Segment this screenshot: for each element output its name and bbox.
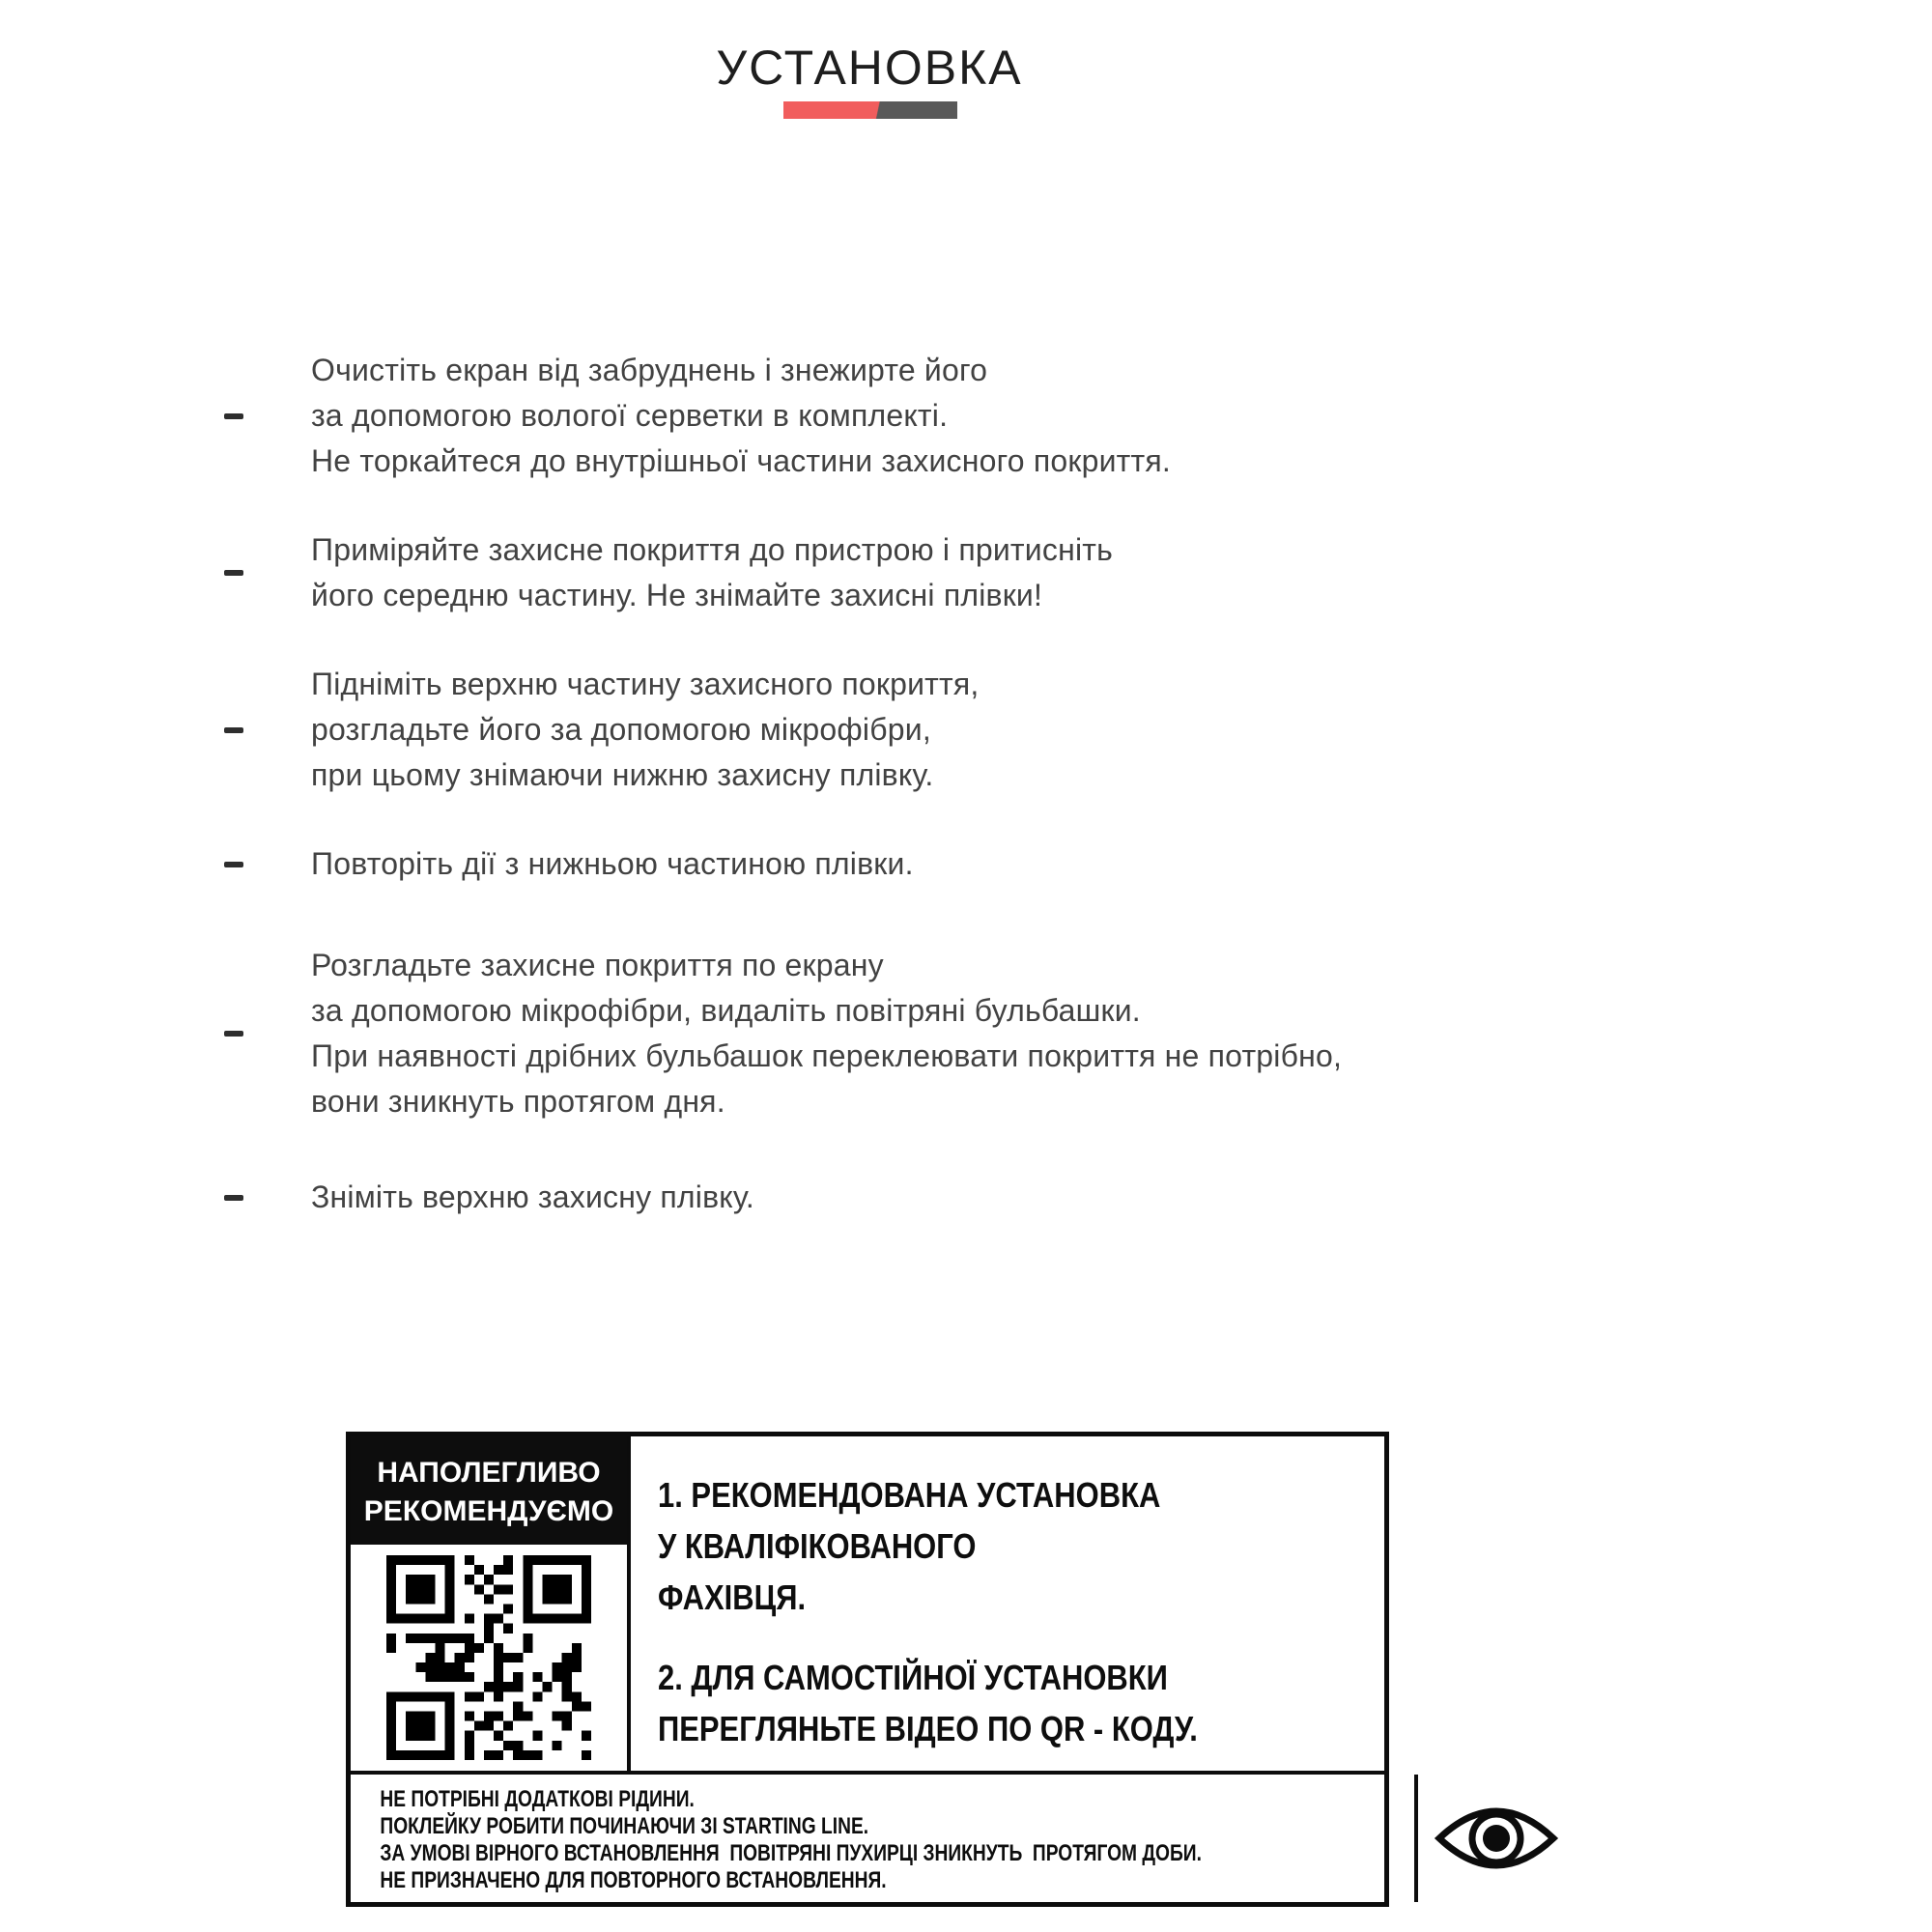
dash-bullet-icon	[224, 348, 311, 484]
recommendation-box	[346, 1432, 1389, 1907]
page-title: УСТАНОВКА	[716, 40, 1023, 95]
step-item-4	[224, 841, 1342, 887]
recommend-items	[631, 1436, 1384, 1771]
recommend-item-1: 1. РЕКОМЕНДОВАНА УСТАНОВКА У КВАЛІФІКОВАНОГО ФАХІВЦЯ.	[658, 1475, 1161, 1617]
qr-code-icon	[351, 1545, 627, 1771]
step-item-3	[224, 662, 1342, 798]
title-divider-bar	[783, 101, 957, 119]
dash-bullet-icon	[224, 527, 311, 618]
recommend-left-cell	[351, 1436, 631, 1771]
installation-steps-list	[224, 348, 1342, 1264]
recommendation-box-bottom-row	[351, 1771, 1384, 1902]
step-item-1	[224, 348, 1342, 484]
step-text: Розгладьте захисне покриття по екрану за допомогою мікрофібри, видаліть повітряні бульбашки. При наявності дрібних бульбашок переклеювати покриття не потрібно, вони зникнуть протягом дня.	[311, 948, 1343, 1119]
dash-bullet-icon	[224, 943, 311, 1124]
recommend-item-2: 2. ДЛЯ САМОСТІЙНОЇ УСТАНОВКИ ПЕРЕГЛЯНЬТЕ ВІДЕО ПО QR - КОДУ.	[658, 1658, 1198, 1748]
dash-bullet-icon	[224, 841, 311, 887]
step-text: Приміряйте захисне покриття до пристрою і притисніть його середню частину. Не знімайте захисні плівки!	[311, 532, 1113, 612]
step-item-2	[224, 527, 1342, 618]
step-item-5	[224, 943, 1342, 1124]
step-text: Повторіть дії з нижньою частиною плівки.	[311, 846, 914, 881]
recommendation-box-top-row	[351, 1436, 1384, 1771]
eye-icon	[1414, 1775, 1574, 1902]
recommend-header: НАПОЛЕГЛИВО РЕКОМЕНДУЄМО	[351, 1436, 627, 1545]
footnote-text: НЕ ПОТРІБНІ ДОДАТКОВІ РІДИНИ. ПОКЛЕЙКУ РОБИТИ ПОЧИНАЮЧИ ЗІ STARTING LINE. ЗА УМОВІ ВІРНОГО ВСТАНОВЛЕННЯ ПОВІТРЯНІ ПУХИРЦІ ЗНИКНУТЬ ПРОТЯГОМ ДОБИ. НЕ ПРИЗНАЧЕНО ДЛЯ ПОВТОРНОГО ВСТАНОВЛЕННЯ.	[380, 1786, 1202, 1893]
step-text: Підніміть верхню частину захисного покриття, розгладьте його за допомогою мікрофібри, при цьому знімаючи нижню захисну плівку.	[311, 667, 980, 792]
step-text: Очистіть екран від забруднень і знежирте його за допомогою вологої серветки в комплекті. Не торкайтеся до внутрішньої частини захисного покриття.	[311, 353, 1171, 478]
step-text: Зніміть верхню захисну плівку.	[311, 1179, 754, 1214]
dash-bullet-icon	[224, 1175, 311, 1220]
step-item-6	[224, 1175, 1342, 1220]
dash-bullet-icon	[224, 662, 311, 798]
